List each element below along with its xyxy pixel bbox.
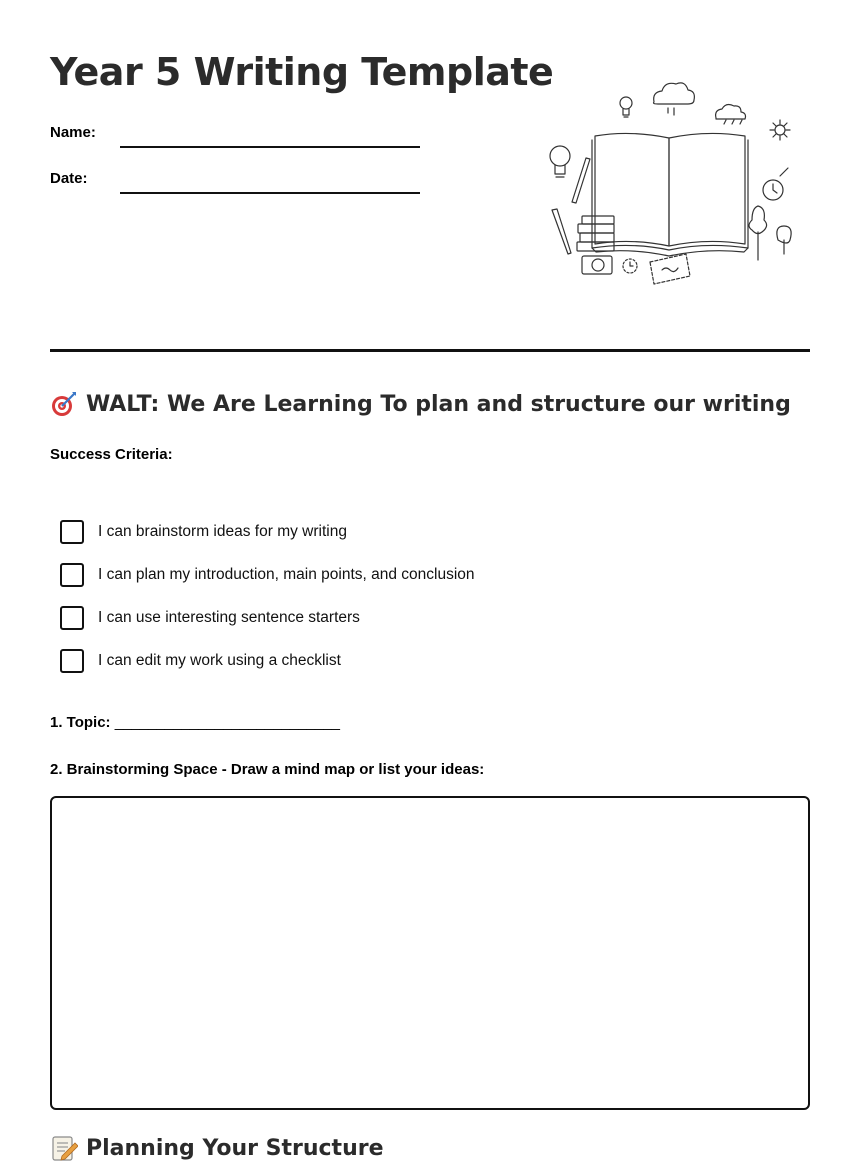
brainstorm-box[interactable] (50, 796, 810, 1110)
criterion-text: I can brainstorm ideas for my writing (98, 522, 347, 540)
criterion-item (60, 553, 760, 596)
criterion-checkbox[interactable] (60, 649, 84, 673)
topic-field[interactable] (50, 714, 340, 731)
small-clock-icon (623, 259, 637, 273)
date-label: Date: (50, 170, 88, 187)
topic-label: 1. Topic: (50, 714, 111, 731)
planning-heading-text: Planning Your Structure (86, 1135, 384, 1161)
cloud-icon (716, 105, 746, 124)
date-write-line[interactable] (120, 192, 420, 194)
tree-icon (749, 206, 791, 260)
topic-blank-line[interactable]: ___________________________ (114, 714, 340, 731)
open-book-illustration (540, 72, 810, 294)
criterion-text: I can plan my introduction, main points, and conclusion (98, 565, 475, 583)
lightbulb-icon (550, 146, 570, 177)
criterion-item (60, 639, 760, 682)
criterion-checkbox[interactable] (60, 606, 84, 630)
camera-icon (582, 256, 612, 274)
target-icon (50, 390, 78, 418)
page-title: Year 5 Writing Template (50, 50, 554, 94)
note-card-icon (650, 254, 690, 284)
name-field[interactable] (50, 120, 430, 150)
criterion-checkbox[interactable] (60, 520, 84, 544)
walt-heading-text: WALT: We Are Learning To plan and structure our writing (86, 391, 791, 417)
criterion-item (60, 510, 760, 553)
criterion-checkbox[interactable] (60, 563, 84, 587)
section-divider (50, 349, 810, 352)
memo-icon (50, 1134, 78, 1161)
criterion-item (60, 596, 760, 639)
sun-icon (770, 120, 790, 140)
walt-heading (50, 390, 791, 418)
success-criteria-list (60, 510, 760, 682)
pencil-icon (552, 158, 590, 254)
planning-heading (50, 1134, 384, 1161)
clock-icon (763, 168, 788, 200)
criterion-text: I can edit my work using a checklist (98, 651, 341, 669)
lightbulb-small-icon (620, 97, 632, 117)
date-field[interactable] (50, 166, 430, 196)
name-label: Name: (50, 124, 96, 141)
criterion-text: I can use interesting sentence starters (98, 608, 360, 626)
rain-cloud-icon (654, 83, 695, 115)
brainstorm-label: 2. Brainstorming Space - Draw a mind map or list your ideas: (50, 761, 485, 778)
name-write-line[interactable] (120, 146, 420, 148)
success-criteria-label: Success Criteria: (50, 446, 173, 463)
book-icon (592, 133, 748, 256)
